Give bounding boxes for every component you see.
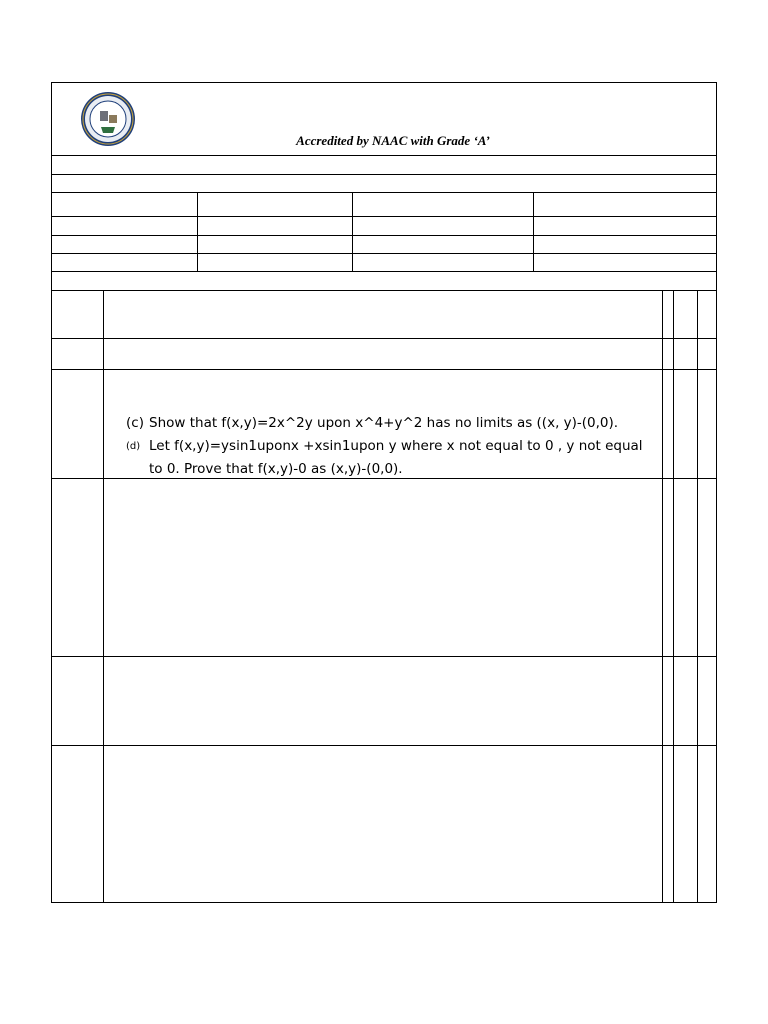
row-divider [52, 271, 716, 272]
question-c-label: (c) [126, 415, 144, 431]
question-row-divider [52, 338, 716, 339]
marks-column-divider [673, 290, 674, 903]
info-grid-divider [352, 192, 353, 271]
row-divider [52, 192, 716, 193]
info-grid-divider [533, 192, 534, 271]
row-divider [52, 253, 716, 254]
marks-column-divider [697, 290, 698, 903]
question-d-label: (d) [126, 441, 141, 452]
row-divider [52, 235, 716, 236]
question-c [126, 412, 666, 435]
question-cell [126, 412, 666, 481]
row-divider [52, 216, 716, 217]
row-divider [52, 174, 716, 175]
marks-column-divider [662, 290, 663, 903]
exam-paper-form [51, 82, 717, 903]
question-d-text-line2: to 0. Prove that f(x,y)-0 as (x,y)-(0,0). [149, 461, 403, 477]
question-row-divider [52, 656, 716, 657]
question-row-divider [52, 745, 716, 746]
question-row-divider [52, 369, 716, 370]
question-number-column-divider [103, 290, 104, 903]
row-divider [52, 290, 716, 291]
info-grid-divider [197, 192, 198, 271]
question-d [126, 435, 666, 458]
question-d-text-line1: Let f(x,y)=ysin1uponx +xsin1upon y where x not equal to 0 , y not equal [149, 438, 643, 454]
accreditation-text: Accredited by NAAC with Grade ‘A’ [296, 133, 490, 148]
question-c-text: Show that f(x,y)=2x^2y upon x^4+y^2 has no limits as ((x, y)-(0,0). [149, 415, 619, 431]
header-divider [52, 155, 716, 156]
